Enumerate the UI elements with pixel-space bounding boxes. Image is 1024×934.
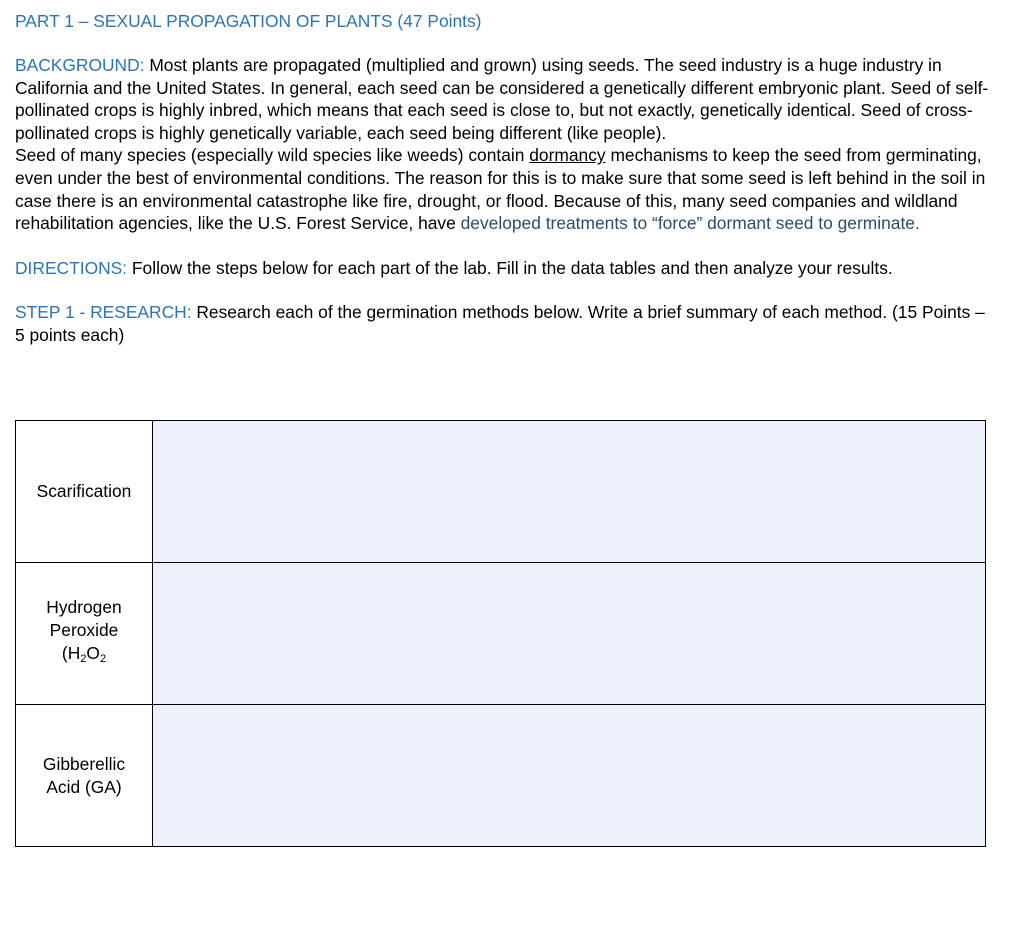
step1-paragraph: [15, 301, 990, 346]
method-gibberellic-acid: [16, 705, 153, 847]
background-text-2c: developed treatments to “force” dormant seed to germinate.: [460, 213, 920, 234]
method-hydrogen-peroxide: [16, 563, 153, 705]
step1-text: Research each of the germination methods below. Write a brief summary of each method. (15 Points – 5 points each): [15, 302, 985, 345]
background-text-2a: Seed of many species (especially wild species like weeds) contain: [15, 145, 530, 166]
method-name-line: Hydrogen: [46, 597, 122, 617]
method-name-line: Scarification: [36, 481, 132, 501]
method-name-line: Peroxide: [49, 620, 119, 640]
answer-field-scarification[interactable]: [153, 421, 986, 563]
background-label: BACKGROUND:: [15, 55, 145, 75]
method-name-line: Gibberellic: [42, 753, 126, 774]
dormancy-term: dormancy: [529, 145, 606, 166]
chemical-formula: ($H_2O_2$: [61, 643, 107, 665]
method-scarification: [16, 421, 153, 563]
background-paragraph-1: [15, 54, 990, 144]
methods-table: [15, 420, 986, 847]
step1-label: STEP 1 - RESEARCH:: [15, 302, 192, 323]
table-row: [16, 421, 986, 563]
method-name-line: Acid (GA): [46, 776, 122, 797]
background-text-2b: mechanisms to keep the seed from germinating, even under the best of environmental conditions. The reason for this is to make sure that some seed is left behind in the soil in case there is an environmental catastrophe like fire, drought, or flood. Because of this, many seed companies and wildland rehabilitation agencies, like the U.S. Forest Service, have: [15, 145, 986, 234]
directions-paragraph: [15, 257, 990, 280]
document-body: [15, 10, 990, 347]
directions-label: DIRECTIONS:: [15, 257, 128, 278]
answer-field-hydrogen-peroxide[interactable]: [153, 563, 986, 705]
answer-field-gibberellic-acid[interactable]: [153, 705, 986, 847]
background-text-1: Most plants are propagated (multiplied and grown) using seeds. The seed industry is a huge industry in California and the United States. In general, each seed can be considered a genetically different embryonic plant. Seed of self-pollinated crops is highly inbred, which means that each seed is close to, but not exactly, genetically identical. Seed of cross-pollinated crops is highly genetically variable, each seed being different (like people).: [15, 55, 989, 143]
directions-text: Follow the steps below for each part of the lab. Fill in the data tables and then analyze your results.: [127, 257, 893, 278]
table-row: [16, 563, 986, 705]
background-paragraph-2: [15, 144, 990, 234]
page-title: PART 1 – SEXUAL PROPAGATION OF PLANTS (47 Points): [15, 11, 482, 31]
table-row: [16, 705, 986, 847]
